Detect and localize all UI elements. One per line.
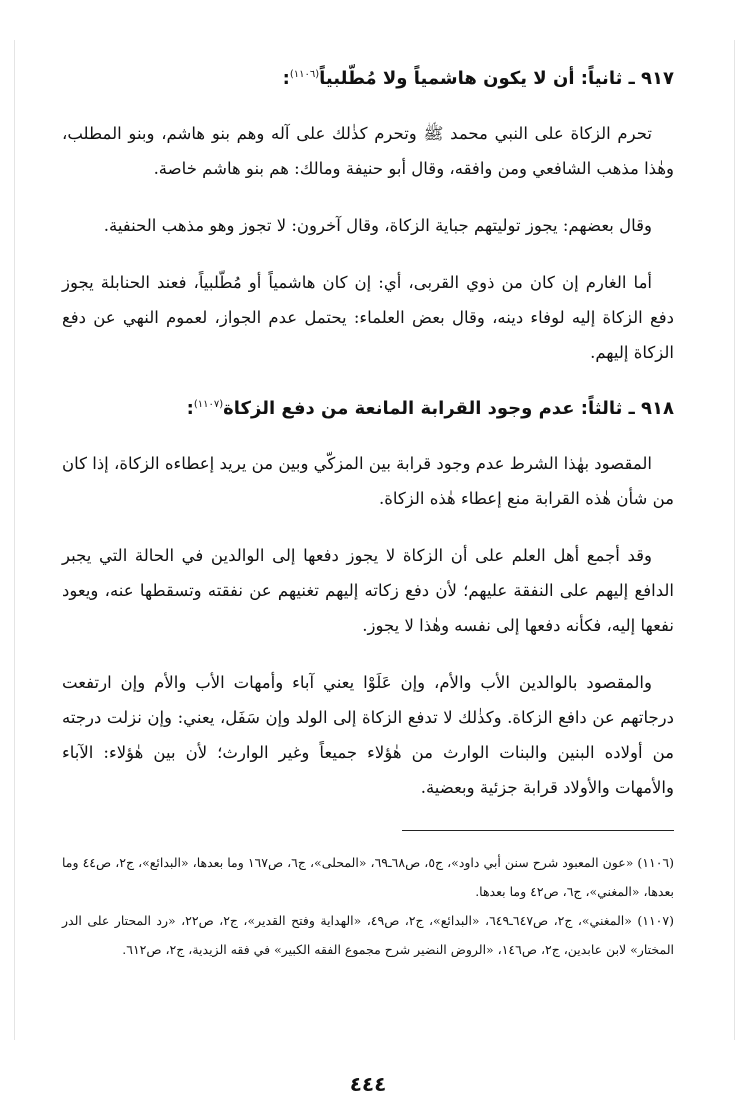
section-918-paragraph-1: المقصود بهٰذا الشرط عدم وجود قرابة بين المزكّي وبين من يريد إعطاءه الزكاة، إذا كان من شأن هٰذه القرابة منع إعطاء هٰذه الزكاة. <box>62 454 674 508</box>
footnote-ref-1107[interactable]: (١١٠٧) <box>193 399 224 410</box>
margin-guide-line <box>14 40 15 1040</box>
section-917-paragraph-2: وقال بعضهم: يجوز توليتهم جباية الزكاة، وقال آخرون: لا تجوز وهو مذهب الحنفية. <box>103 216 652 235</box>
section-918-heading <box>62 390 674 424</box>
footnote-1106: (١١٠٦) «عون المعبود شرح سنن أبي داود»، ج٥، ص٦٨ـ٦٩، «المحلى»، ج٦، ص١٦٧ وما بعدها، «البدائع»، ج٢، ص٤٤ وما بعدها، «المغني»، ج٦، ص٤٢ وما بعدها. <box>62 855 675 899</box>
footnote-ref-1106[interactable]: (١١٠٦) <box>289 69 320 80</box>
footnote-divider <box>402 830 674 831</box>
footnote-1107: (١١٠٧) «المغني»، ج٢، ص٦٤٧ـ٦٤٩، «البدائع»، ج٢، ص٤٩، «الهداية وفتح القدير»، ج٢، ص٢٢، «رد المحتار على الدر المختار» لابن عابدين، ج٢، ص١٤٦، «الروض النضير شرح مجموع الفقه الكبير» في فقه الزيدية، ج٢، ص٦١٢. <box>62 913 674 957</box>
section-918-paragraph-3: والمقصود بالوالدين الأب والأم، وإن عَلَوْا يعني آباء وأمهات الأب والأم وإن ارتفعت درجاتهم عن دافع الزكاة. وكذٰلك لا تدفع الزكاة إلى الولد وإن سَفَل، يعني: وإن نزلت درجته من أولاده البنين والبنات الوارث من هٰؤلاء جميعاً وغير الوارث؛ لأن بين هٰؤلاء: الآباء والأمهات والأولاد قرابة جزئية وبعضية. <box>62 673 674 797</box>
footnotes <box>62 848 674 964</box>
heading-colon: : <box>186 398 194 419</box>
page-number: ٤٤٤ <box>349 1072 387 1096</box>
section-917-heading-text: ٩١٧ ـ ثانياً: أن لا يكون هاشمياً ولا مُطّلبياً <box>319 68 674 89</box>
heading-colon: : <box>282 68 290 89</box>
section-917-heading <box>62 60 674 94</box>
section-918-heading-text: ٩١٨ ـ ثالثاً: عدم وجود القرابة المانعة من دفع الزكاة <box>223 398 674 419</box>
margin-guide-line <box>734 40 735 1040</box>
section-917-paragraph-3: أما الغارم إن كان من ذوي القربى، أي: إن كان هاشمياً أو مُطّلبياً، فعند الحنابلة يجوز دفع الزكاة إليه لوفاء دينه، وقال بعض العلماء: يحتمل عدم الجواز، لعموم النهي عن دفع الزكاة إليهم. <box>62 273 674 362</box>
section-917-paragraph-1: تحرم الزكاة على النبي محمد ﷺ وتحرم كذٰلك على آله وهم بنو هاشم، وبنو المطلب، وهٰذا مذهب الشافعي ومن وافقه، وقال أبو حنيفة ومالك: هم بنو هاشم خاصة. <box>62 124 674 178</box>
page-content <box>62 58 675 1096</box>
section-918-paragraph-2: وقد أجمع أهل العلم على أن الزكاة لا يجوز دفعها إلى الوالدين في الحالة التي يجبر الدافع إليهم على النفقة عليهم؛ لأن دفع زكاته إليهم تغنيهم عن نفقته وتسقطها عنه، ويعود نفعها إليه، فكأنه دفعها إلى نفسه وهٰذا لا يجوز. <box>62 546 674 635</box>
